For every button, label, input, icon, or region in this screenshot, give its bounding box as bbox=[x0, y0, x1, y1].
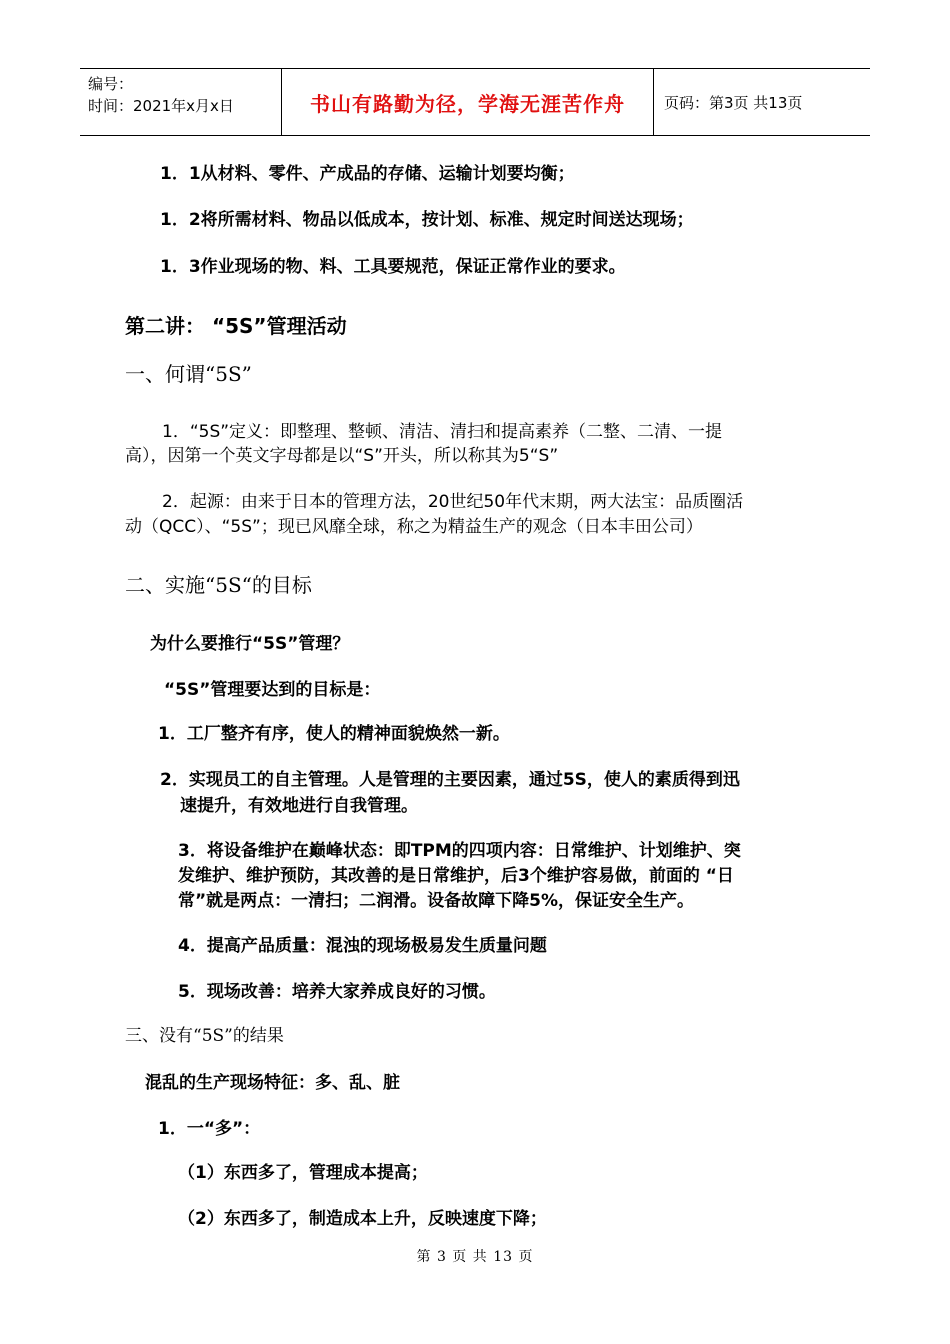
document-number: 编号： bbox=[88, 75, 134, 93]
page-header bbox=[80, 68, 870, 136]
goal-4: 4．提高产品质量：混浊的现场极易发生质量问题 bbox=[178, 936, 547, 956]
goal-1: 1．工厂整齐有序，使人的精神面貌焕然一新。 bbox=[158, 724, 510, 744]
section-3-title: 三、没有“5S”的结果 bbox=[125, 1026, 284, 1046]
many-item-1: （1）东西多了，管理成本提高； bbox=[178, 1163, 428, 1183]
goal-intro: “5S”管理要达到的目标是： bbox=[164, 680, 381, 700]
item-1-1: 1．1从材料、零件、产成品的存储、运输计划要均衡； bbox=[160, 164, 575, 184]
item-1-2: 1．2将所需材料、物品以低成本，按计划、标准、规定时间送达现场； bbox=[160, 210, 694, 230]
goal-5: 5．现场改善：培养大家养成良好的习惯。 bbox=[178, 982, 496, 1002]
item-1-3: 1．3作业现场的物、料、工具要规范，保证正常作业的要求。 bbox=[160, 257, 626, 277]
goal-3-line-1: 3．将设备维护在巅峰状态：即TPM的四项内容：日常维护、计划维护、突 bbox=[178, 841, 741, 861]
why-question: 为什么要推行“5S”管理？ bbox=[150, 634, 350, 654]
goal-2-line-1: 2．实现员工的自主管理。人是管理的主要因素，通过5S，使人的素质得到迅 bbox=[160, 770, 740, 790]
many-title: 1．一“多”： bbox=[158, 1119, 261, 1139]
goal-3-line-2: 发维护、维护预防，其改善的是日常维护，后3个维护容易做，前面的 “日 bbox=[178, 866, 734, 886]
document-date: 时间：2021年x月x日 bbox=[88, 97, 234, 115]
goal-3-line-3: 常”就是两点：一清扫；二润滑。设备故障下降5%，保证安全生产。 bbox=[178, 891, 695, 911]
definition-line-2: 高），因第一个英文字母都是以“S”开头，所以称其为5“S” bbox=[125, 446, 559, 466]
header-meta bbox=[80, 69, 282, 135]
origin-line-1: 2．起源：由来于日本的管理方法，20世纪50年代末期，两大法宝：品质圈活 bbox=[162, 492, 744, 512]
definition-line-1: 1．“5S”定义：即整理、整顿、清洁、清扫和提高素养（二整、二清、一提 bbox=[162, 422, 723, 442]
header-page-number: 页码：第3页 共13页 bbox=[664, 93, 803, 112]
many-item-2: （2）东西多了，制造成本上升，反映速度下降； bbox=[178, 1209, 547, 1229]
lecture-title: 第二讲： “5S”管理活动 bbox=[125, 314, 347, 338]
page-footer: 第 3 页 共 13 页 bbox=[416, 1249, 534, 1265]
header-motto: 书山有路勤为径，学海无涯苦作舟 bbox=[282, 69, 654, 135]
goal-2-line-2: 速提升，有效地进行自我管理。 bbox=[180, 796, 418, 816]
section-1-title: 一、何谓“5S” bbox=[125, 362, 252, 386]
section-2-title: 二、实施“5S“的目标 bbox=[125, 573, 312, 597]
chaos-features: 混乱的生产现场特征：多、乱、脏 bbox=[145, 1073, 400, 1093]
origin-line-2: 动（QCC）、“5S”；现已风靡全球，称之为精益生产的观念（日本丰田公司） bbox=[125, 517, 703, 537]
